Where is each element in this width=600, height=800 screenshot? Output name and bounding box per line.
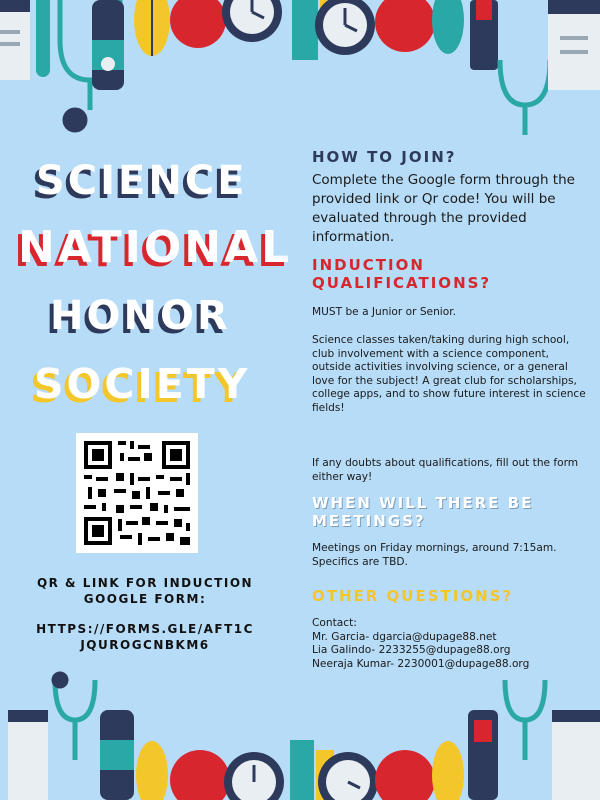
qr-code[interactable]	[76, 433, 198, 553]
leaf-icon	[432, 0, 464, 54]
form-link[interactable]: HTTPS://FORMS.GLE/AFT1C JQUROGCNBKM6	[36, 622, 254, 652]
qr-caption: QR & LINK FOR INDUCTION GOOGLE FORM:	[36, 576, 254, 606]
stethoscope-icon	[500, 60, 550, 135]
clipboard-icon	[552, 710, 600, 800]
title-line-national: NATIONAL	[18, 222, 293, 273]
how-to-join-body: Complete the Google form through the provided link or Qr code! You will be evaluated through the provided information.	[312, 172, 575, 245]
meetings-heading: WHEN WILL THERE BE MEETINGS?	[312, 494, 534, 530]
apple-icon	[375, 0, 435, 52]
alarm-clock-icon	[315, 0, 375, 55]
test-tube-icon	[468, 710, 498, 800]
stethoscope-icon	[505, 680, 545, 760]
other-questions-heading: OTHER QUESTIONS?	[312, 587, 514, 605]
title-line-honor: HONOR	[50, 293, 231, 339]
induction-doubts: If any doubts about qualifications, fill out the form either way!	[312, 457, 579, 483]
apple-icon	[170, 0, 226, 48]
bottle-icon	[100, 710, 134, 800]
apple-icon	[375, 750, 435, 800]
contact-label: Contact:	[312, 617, 357, 629]
contact-block	[312, 617, 590, 671]
how-to-join-heading: HOW TO JOIN?	[312, 148, 457, 166]
stethoscope-icon	[54, 674, 95, 760]
clipboard-icon	[0, 0, 30, 80]
test-tube-icon	[36, 0, 50, 77]
leaf-icon	[432, 741, 464, 800]
contact-kumar[interactable]: Neeraja Kumar- 2230001@dupage88.org	[312, 657, 530, 670]
clipboard-icon	[8, 710, 48, 800]
qr-code-icon	[76, 433, 198, 553]
alarm-clock-icon	[222, 0, 282, 42]
decorative-icon-border-top	[0, 0, 600, 150]
induction-details: Science classes taken/taking during high school, club involvement with a science component, outside activities involving science, or a general love for the subject! A great club for scholarships, college apps, and to show future interest in science fields!	[312, 334, 586, 414]
leaf-icon	[134, 0, 170, 56]
decorative-icon-border-bottom	[0, 670, 600, 800]
test-tube-icon	[470, 0, 498, 70]
bottle-icon	[92, 0, 124, 90]
meetings-body: Meetings on Friday mornings, around 7:15am. Specifics are TBD.	[312, 542, 557, 568]
contact-galindo[interactable]: Lia Galindo- 2233255@dupage88.org	[312, 644, 511, 657]
title-line-society: SOCIETY	[34, 360, 251, 408]
contact-garcia[interactable]: Mr. Garcia- dgarcia@dupage88.net	[312, 630, 497, 643]
apple-icon	[170, 750, 230, 800]
induction-requirement: MUST be a Junior or Senior.	[312, 306, 456, 318]
title-line-science: SCIENCE	[36, 158, 248, 204]
induction-heading: INDUCTION QUALIFICATIONS?	[312, 256, 492, 292]
leaf-icon	[136, 741, 168, 800]
alarm-clock-icon	[224, 752, 284, 800]
clipboard-icon	[548, 0, 600, 90]
